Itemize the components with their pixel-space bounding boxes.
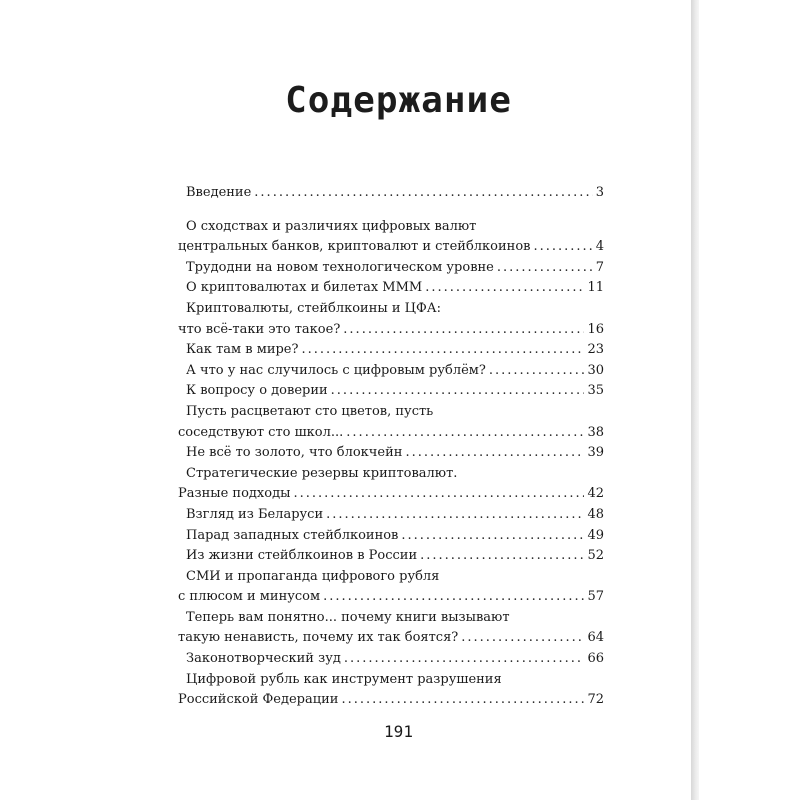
toc-page-number: 52 (587, 548, 604, 564)
toc-entry (178, 340, 604, 361)
dot-leader (331, 381, 585, 402)
toc-line (178, 340, 604, 361)
page-title: Содержание (285, 80, 512, 121)
toc-entry (178, 567, 604, 608)
toc-entry-title: Не всё то золото, что блокчейн (186, 445, 403, 461)
toc-entry-title: Теперь вам понятно... почему книги вызывают (186, 609, 510, 625)
toc-entry-title: О криптовалютах и билетах МММ (186, 280, 423, 296)
toc-entry-title: К вопросу о доверии (186, 383, 328, 399)
toc-page-number: 30 (587, 362, 604, 378)
toc-line (178, 217, 604, 238)
toc-line (178, 381, 604, 402)
toc-entry-title: Криптовалюты, стейблкоины и ЦФА: (186, 300, 442, 316)
toc-page-number: 16 (587, 321, 604, 337)
toc-page-number: 39 (587, 445, 604, 461)
toc-line (178, 464, 604, 485)
dot-leader (497, 258, 593, 279)
toc-page-number: 57 (587, 589, 604, 605)
toc-entry-title: Стратегические резервы криптовалют. (186, 465, 458, 481)
toc-entry-title: СМИ и пропаганда цифрового рубля (186, 568, 440, 584)
toc-page-number: 66 (587, 651, 604, 667)
toc-line (178, 361, 604, 382)
toc-page-number: 23 (587, 342, 604, 358)
toc-entry (178, 670, 604, 711)
toc-entry-title: Трудодни на новом технологическом уровне (186, 259, 494, 275)
dot-leader (254, 183, 592, 204)
toc-line (178, 183, 604, 204)
toc-page-number: 42 (587, 486, 604, 502)
toc-entry-title: что всё-таки это такое? (178, 321, 341, 337)
toc-line (178, 484, 604, 505)
page-edge-shadow (691, 0, 699, 800)
toc-line (178, 505, 604, 526)
toc-entry-title: Взгляд из Беларуси (186, 506, 324, 522)
toc-entry-title: такую ненависть, почему их так боятся? (178, 630, 459, 646)
toc-entry (178, 361, 604, 382)
toc-entry-title: Парад западных стейблкоинов (186, 527, 399, 543)
toc-entry (178, 381, 604, 402)
toc-entry (178, 183, 604, 204)
dot-leader (341, 690, 584, 711)
toc-line (178, 299, 604, 320)
toc-line (178, 608, 604, 629)
dot-leader (343, 320, 584, 341)
dot-leader (533, 237, 592, 258)
toc-entry-title: О сходствах и различиях цифровых валют (186, 218, 477, 234)
toc-line (178, 320, 604, 341)
toc-page-number: 3 (595, 185, 604, 200)
dot-leader (489, 361, 585, 382)
toc-line (178, 649, 604, 670)
toc-page-number: 38 (587, 424, 604, 440)
toc-page-number: 48 (587, 506, 604, 522)
toc-entry (178, 278, 604, 299)
toc-entry-title: Законотворческий зуд (186, 651, 341, 667)
toc-line (178, 587, 604, 608)
toc-entry (178, 505, 604, 526)
toc-page-number: 11 (587, 280, 604, 296)
toc-page-number: 35 (587, 383, 604, 399)
toc-line (178, 690, 604, 711)
toc-entry-title: Пусть расцветают сто цветов, пусть (186, 403, 434, 419)
dot-leader (405, 443, 584, 464)
toc-entry-title: Российской Федерации (178, 692, 339, 708)
toc-line (178, 423, 604, 444)
table-of-contents (178, 183, 604, 711)
toc-line (178, 258, 604, 279)
toc-line (178, 278, 604, 299)
toc-entry-title: А что у нас случилось с цифровым рублём? (186, 362, 486, 378)
book-page (106, 0, 691, 800)
toc-page-number: 72 (587, 692, 604, 708)
toc-entry (178, 464, 604, 505)
toc-entry (178, 649, 604, 670)
toc-page-number: 49 (587, 527, 604, 543)
page-number: 191 (384, 722, 413, 741)
toc-entry (178, 526, 604, 547)
toc-line (178, 237, 604, 258)
toc-line (178, 546, 604, 567)
toc-entry-title: Из жизни стейблкоинов в России (186, 548, 418, 564)
toc-entry-title: с плюсом и минусом (178, 589, 321, 605)
dot-leader (293, 484, 584, 505)
toc-entry (178, 546, 604, 567)
toc-entry (178, 608, 604, 649)
toc-line (178, 628, 604, 649)
toc-entry (178, 258, 604, 279)
dot-leader (461, 628, 584, 649)
toc-entry-title: Введение (186, 185, 252, 200)
toc-entry-title: Как там в мире? (186, 342, 299, 358)
dot-leader (344, 649, 585, 670)
toc-entry (178, 217, 604, 258)
toc-line (178, 526, 604, 547)
toc-entry-title: Разные подходы (178, 486, 291, 502)
toc-page-number: 4 (595, 239, 604, 255)
dot-leader (346, 423, 584, 444)
toc-entry-title: центральных банков, криптовалют и стейблкоинов (178, 239, 531, 255)
toc-line (178, 670, 604, 691)
dot-leader (326, 505, 584, 526)
toc-page-number: 7 (595, 259, 604, 275)
toc-line (178, 567, 604, 588)
dot-leader (323, 587, 584, 608)
dot-leader (301, 340, 584, 361)
toc-page-number: 64 (587, 630, 604, 646)
dot-leader (401, 526, 584, 547)
toc-entry (178, 299, 604, 340)
toc-line (178, 402, 604, 423)
toc-entry (178, 402, 604, 443)
toc-entry-title: соседствуют сто школ... (178, 424, 344, 440)
toc-entry-title: Цифровой рубль как инструмент разрушения (186, 671, 502, 687)
toc-entry (178, 443, 604, 464)
dot-leader (420, 546, 584, 567)
toc-line (178, 443, 604, 464)
dot-leader (425, 278, 584, 299)
